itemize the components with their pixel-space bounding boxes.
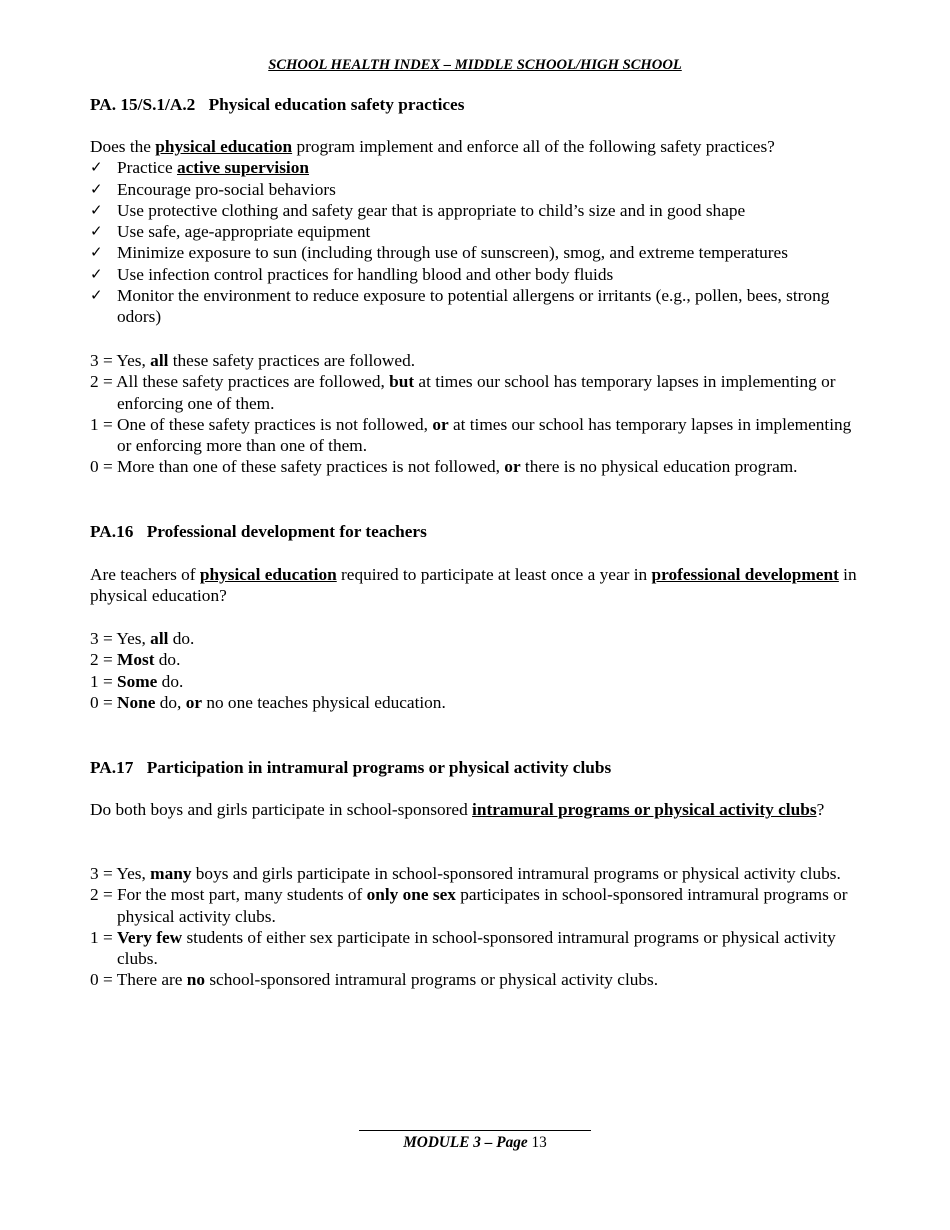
- checklist: [90, 157, 860, 327]
- rating-1: 1 = One of these safety practices is not followed, or at times our school has temporary lapses in implementing or enforcing more than one of them.: [90, 414, 852, 456]
- item-text: Practice: [117, 158, 177, 178]
- rating-3: 3 = Yes, many boys and girls participate in school-sponsored intramural programs or physical activity clubs.: [90, 864, 841, 883]
- footer-label: MODULE 3 – Page: [403, 1134, 528, 1151]
- question-text: [90, 136, 860, 157]
- glossary-term: physical education: [199, 565, 337, 584]
- check-icon: ✓: [90, 264, 103, 283]
- checklist-item: [90, 221, 860, 242]
- item-text: Monitor the environment to reduce exposure to potential allergens or irritants (e.g., pollen, bees, strong odors): [117, 286, 830, 327]
- item-text: Minimize exposure to sun (including through use of sunscreen), smog, and extreme temperatures: [117, 243, 788, 263]
- section-heading: [90, 757, 860, 778]
- rating-3: 3 = Yes, all do.: [90, 629, 195, 648]
- ratings-pa16: [90, 628, 860, 713]
- section-code: PA.17: [90, 758, 134, 777]
- rating-1: 1 = Very few students of either sex participate in school-sponsored intramural programs or physical activity clubs.: [90, 927, 836, 969]
- section-heading: [90, 521, 860, 542]
- rating-1: 1 = Some do.: [90, 671, 184, 691]
- question-pa17: [90, 799, 860, 820]
- item-text: Use infection control practices for handling blood and other body fluids: [117, 264, 614, 284]
- section-title: Professional development for teachers: [146, 522, 427, 541]
- checklist-item: [90, 264, 860, 285]
- question-part: Does the: [90, 137, 156, 156]
- check-icon: ✓: [90, 286, 103, 305]
- rating-3: 3 = Yes, all these safety practices are followed.: [90, 351, 416, 370]
- footer-divider: [359, 1130, 591, 1131]
- section-title: Physical education safety practices: [208, 95, 465, 114]
- checklist-item: [90, 242, 860, 263]
- page-footer: [0, 1134, 950, 1152]
- section-code: PA.16: [90, 522, 134, 541]
- check-icon: ✓: [90, 200, 103, 219]
- rating-0: 0 = There are no school-sponsored intramural programs or physical activity clubs.: [90, 970, 659, 990]
- rating-2: 2 = Most do.: [90, 650, 181, 670]
- checklist-item: [90, 285, 860, 328]
- question-pa16: [90, 564, 860, 607]
- page-number: 13: [531, 1134, 547, 1151]
- question-pa15: [90, 136, 860, 328]
- section-code: PA. 15/S.1/A.2: [90, 95, 196, 114]
- rating-0: 0 = None do, or no one teaches physical education.: [90, 692, 446, 712]
- running-header: SCHOOL HEALTH INDEX – MIDDLE SCHOOL/HIGH SCHOOL: [268, 57, 682, 73]
- checklist-item: [90, 179, 860, 200]
- item-text: Use safe, age-appropriate equipment: [117, 222, 371, 242]
- checklist-item: [90, 200, 860, 221]
- question-part: program implement and enforce all of the following safety practices?: [292, 137, 775, 156]
- item-text: Use protective clothing and safety gear that is appropriate to child’s size and in good shape: [117, 200, 746, 220]
- check-icon: ✓: [90, 243, 103, 262]
- check-icon: ✓: [90, 222, 103, 241]
- glossary-term: intramural programs or physical activity clubs: [472, 800, 817, 819]
- rating-0: 0 = More than one of these safety practices is not followed, or there is no physical education program.: [90, 457, 798, 477]
- section-heading: [90, 94, 860, 115]
- glossary-term: active supervision: [176, 158, 309, 178]
- section-pa15: [90, 94, 860, 115]
- question-text: Do both boys and girls participate in school-sponsored intramural programs or physical activity clubs?: [90, 800, 825, 819]
- check-icon: ✓: [90, 158, 103, 177]
- checklist-item: [90, 157, 860, 178]
- question-text: Are teachers of physical education required to participate at least once a year in professional development in physical education?: [90, 565, 857, 606]
- rating-2: 2 = For the most part, many students of only one sex participates in school-sponsored intramural programs or physical activity clubs.: [90, 885, 848, 926]
- glossary-term: professional development: [651, 565, 839, 584]
- item-text: Encourage pro-social behaviors: [117, 179, 336, 199]
- section-pa16: [90, 521, 860, 542]
- section-title: Participation in intramural programs or physical activity clubs: [146, 758, 612, 777]
- section-pa17: [90, 757, 860, 778]
- ratings-pa17: [90, 863, 860, 991]
- ratings-pa15: [90, 350, 860, 478]
- check-icon: ✓: [90, 179, 103, 198]
- glossary-term: physical education: [155, 137, 293, 156]
- rating-2: 2 = All these safety practices are followed, but at times our school has temporary lapses in implementing or enforcing one of them.: [90, 372, 836, 413]
